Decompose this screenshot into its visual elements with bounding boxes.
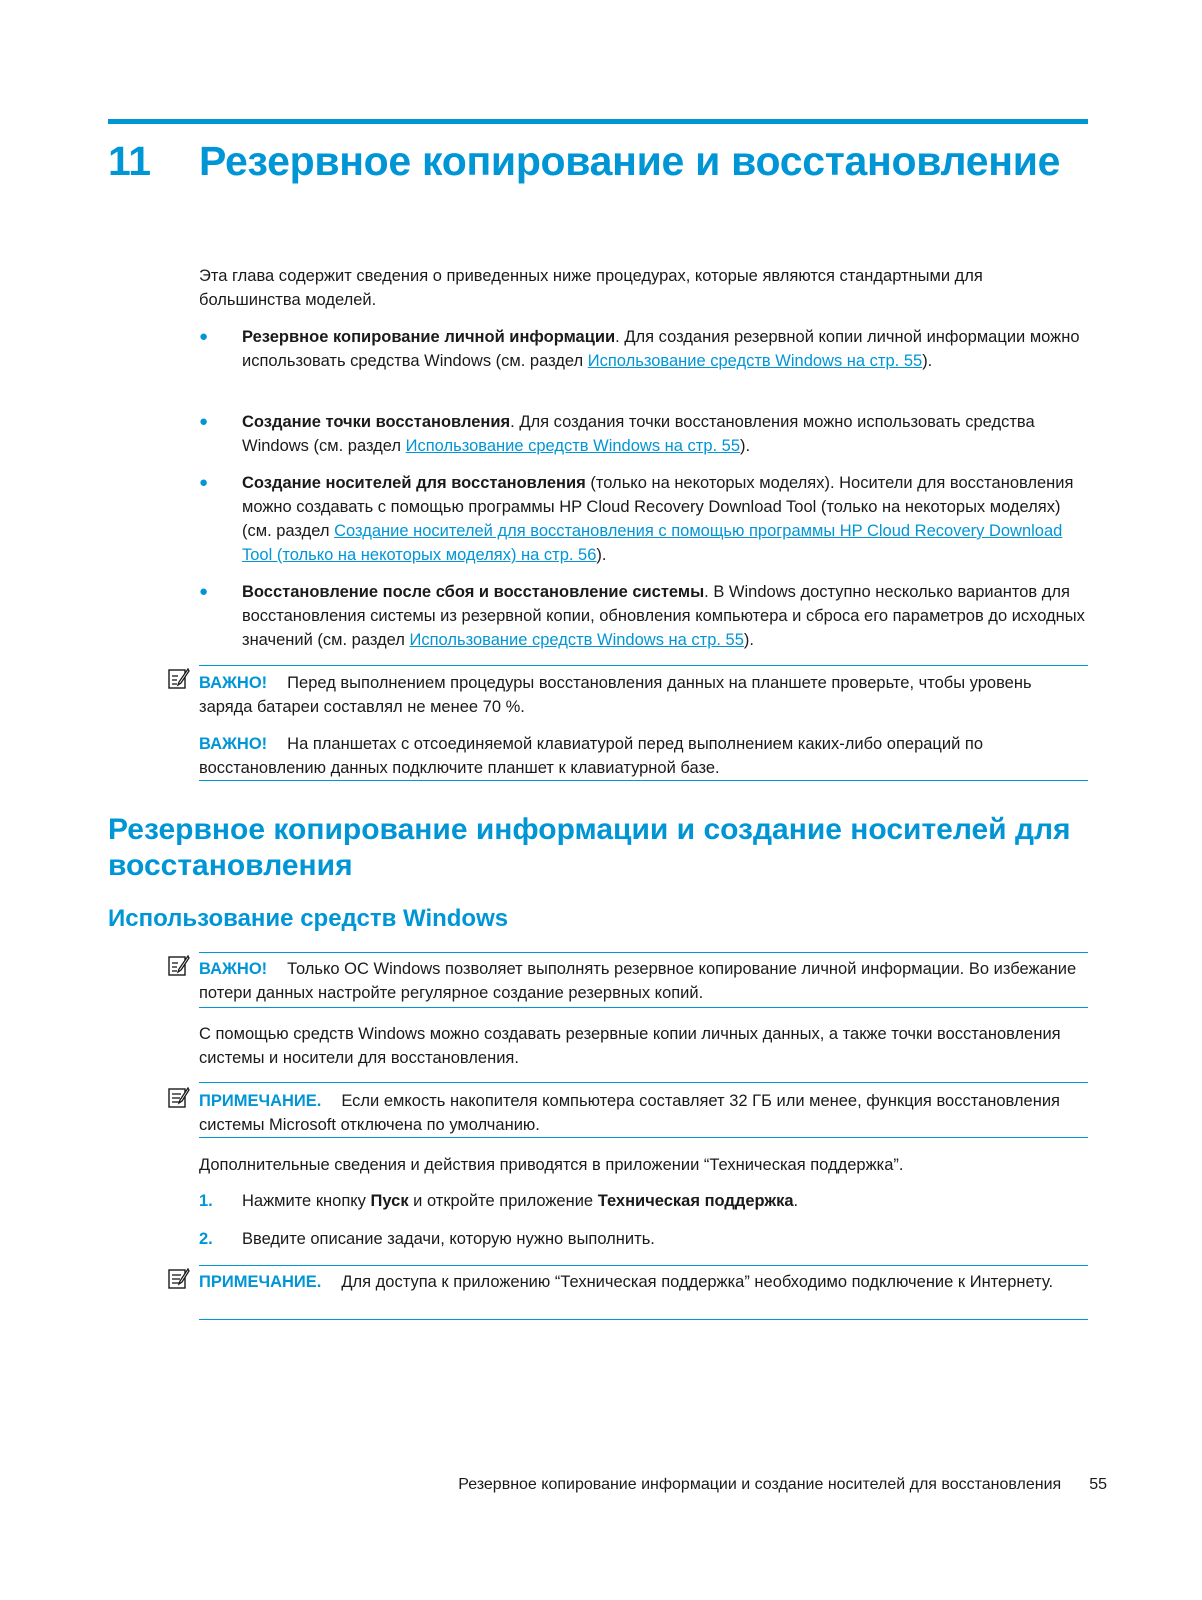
note-top-rule (199, 1082, 1088, 1083)
step-text: Нажмите кнопку (242, 1192, 371, 1210)
step-number: 2. (199, 1230, 213, 1248)
bullet-icon: ● (199, 328, 209, 345)
bullet-icon: ● (199, 474, 209, 491)
pencil-note-icon (168, 955, 190, 977)
chapter-title-text: Резервное копирование и восстановление (199, 138, 1061, 184)
important-note (199, 957, 1089, 1005)
page-number: 55 (1089, 1476, 1107, 1493)
note-top-rule (199, 665, 1088, 666)
important-text: На планшетах с отсоединяемой клавиатурой перед выполнением каких-либо операций по восстановлению данных подключите планшет к клавиатурной базе. (199, 735, 983, 777)
note-bottom-rule (199, 1319, 1088, 1320)
bullet-text: . Для создания точки восстановления можно использовать средства Windows (см. раздел (242, 413, 1035, 455)
windows-paragraph: С помощью средств Windows можно создавать резервные копии личных данных, а также точки восстановления системы и носители для восстановления. (199, 1025, 1061, 1067)
page-footer (458, 1476, 1107, 1494)
note-top-rule (199, 952, 1088, 953)
bullet-text: (только на некоторых моделях). Носители для восстановления можно создавать с помощью программы HP Cloud Recovery Download Tool (только на некоторых моделях) (см. раздел (242, 474, 1074, 540)
bullet-bold: Восстановление после сбоя и восстановление системы (242, 583, 705, 601)
note-bottom-rule (199, 780, 1088, 781)
note (199, 1270, 1089, 1294)
cross-reference-link[interactable]: Использование средств Windows на стр. 55 (405, 437, 741, 455)
step-text: и откройте приложение (408, 1192, 598, 1210)
important-label: ВАЖНО! (199, 960, 268, 978)
step-text: . (793, 1192, 799, 1210)
section-heading: Резервное копирование информации и создание носителей для восстановления (108, 813, 1071, 882)
chapter-title (108, 138, 1108, 185)
step-item (242, 1189, 1088, 1213)
more-info-paragraph: Дополнительные сведения и действия приводятся в приложении “Техническая поддержка”. (199, 1156, 904, 1174)
bullet-icon: ● (199, 583, 209, 600)
note (199, 1089, 1089, 1137)
important-note (199, 732, 1089, 780)
step-number: 1. (199, 1192, 213, 1210)
important-text: Только ОС Windows позволяет выполнять резервное копирование личной информации. Во избежание потери данных настройте регулярное создание резервных копий. (199, 960, 1077, 1002)
chapter-number: 11 (108, 138, 151, 184)
footer-section-title: Резервное копирование информации и создание носителей для восстановления (458, 1476, 1062, 1493)
note-lines-icon (168, 1268, 190, 1290)
bullet-item (242, 410, 1088, 458)
subsection-heading: Использование средств Windows (108, 905, 509, 932)
start-button-label: Пуск (370, 1192, 409, 1210)
important-note (199, 671, 1089, 719)
cross-reference-link[interactable]: Использование средств Windows на стр. 55 (409, 631, 744, 649)
bullet-bold: Создание точки восстановления (242, 413, 511, 431)
bullet-bold: Создание носителей для восстановления (242, 474, 586, 492)
note-text: Если емкость накопителя компьютера составляет 32 ГБ или менее, функция восстановления системы Microsoft отключена по умолчанию. (199, 1092, 1060, 1134)
bullet-icon: ● (199, 413, 209, 430)
bullet-after: ). (740, 437, 751, 455)
app-name-label: Техническая поддержка (597, 1192, 794, 1210)
cross-reference-link[interactable]: Создание носителей для восстановления с помощью программы HP Cloud Recovery Download Tool (только на некоторых моделях) на стр. 56 (242, 522, 1063, 564)
note-label: ПРИМЕЧАНИЕ. (199, 1092, 322, 1110)
bullet-item (242, 325, 1088, 373)
note-bottom-rule (199, 1137, 1088, 1138)
intro-paragraph: Эта глава содержит сведения о приведенных ниже процедурах, которые являются стандартными для большинства моделей. (199, 267, 983, 309)
bullet-after: ). (596, 546, 607, 564)
cross-reference-link[interactable]: Использование средств Windows на стр. 55 (587, 352, 923, 370)
bullet-item (242, 471, 1088, 567)
note-label: ПРИМЕЧАНИЕ. (199, 1273, 322, 1291)
note-lines-icon (168, 1087, 190, 1109)
important-text: Перед выполнением процедуры восстановления данных на планшете проверьте, чтобы уровень заряда батареи составлял не менее 70 %. (199, 674, 1032, 716)
important-label: ВАЖНО! (199, 735, 268, 753)
bullet-after: ). (743, 631, 755, 649)
note-top-rule (199, 1265, 1088, 1266)
note-text: Для доступа к приложению “Техническая поддержка” необходимо подключение к Интернету. (341, 1273, 1054, 1291)
bullet-text: . Для создания резервной копии личной информации можно использовать средства Windows (см. раздел (242, 328, 1080, 370)
bullet-item (242, 580, 1088, 652)
pencil-note-icon (168, 668, 190, 690)
important-label: ВАЖНО! (199, 674, 268, 692)
bullet-after: ). (922, 352, 933, 370)
chapter-top-rule (108, 119, 1088, 124)
bullet-text: . В Windows доступно несколько вариантов для восстановления системы из резервной копии, обновления компьютера и сброса его параметров до исходных значений (см. раздел (242, 583, 1085, 649)
step-item: Введите описание задачи, которую нужно выполнить. (242, 1230, 655, 1248)
note-bottom-rule (199, 1007, 1088, 1008)
bullet-bold: Резервное копирование личной информации (242, 328, 616, 346)
